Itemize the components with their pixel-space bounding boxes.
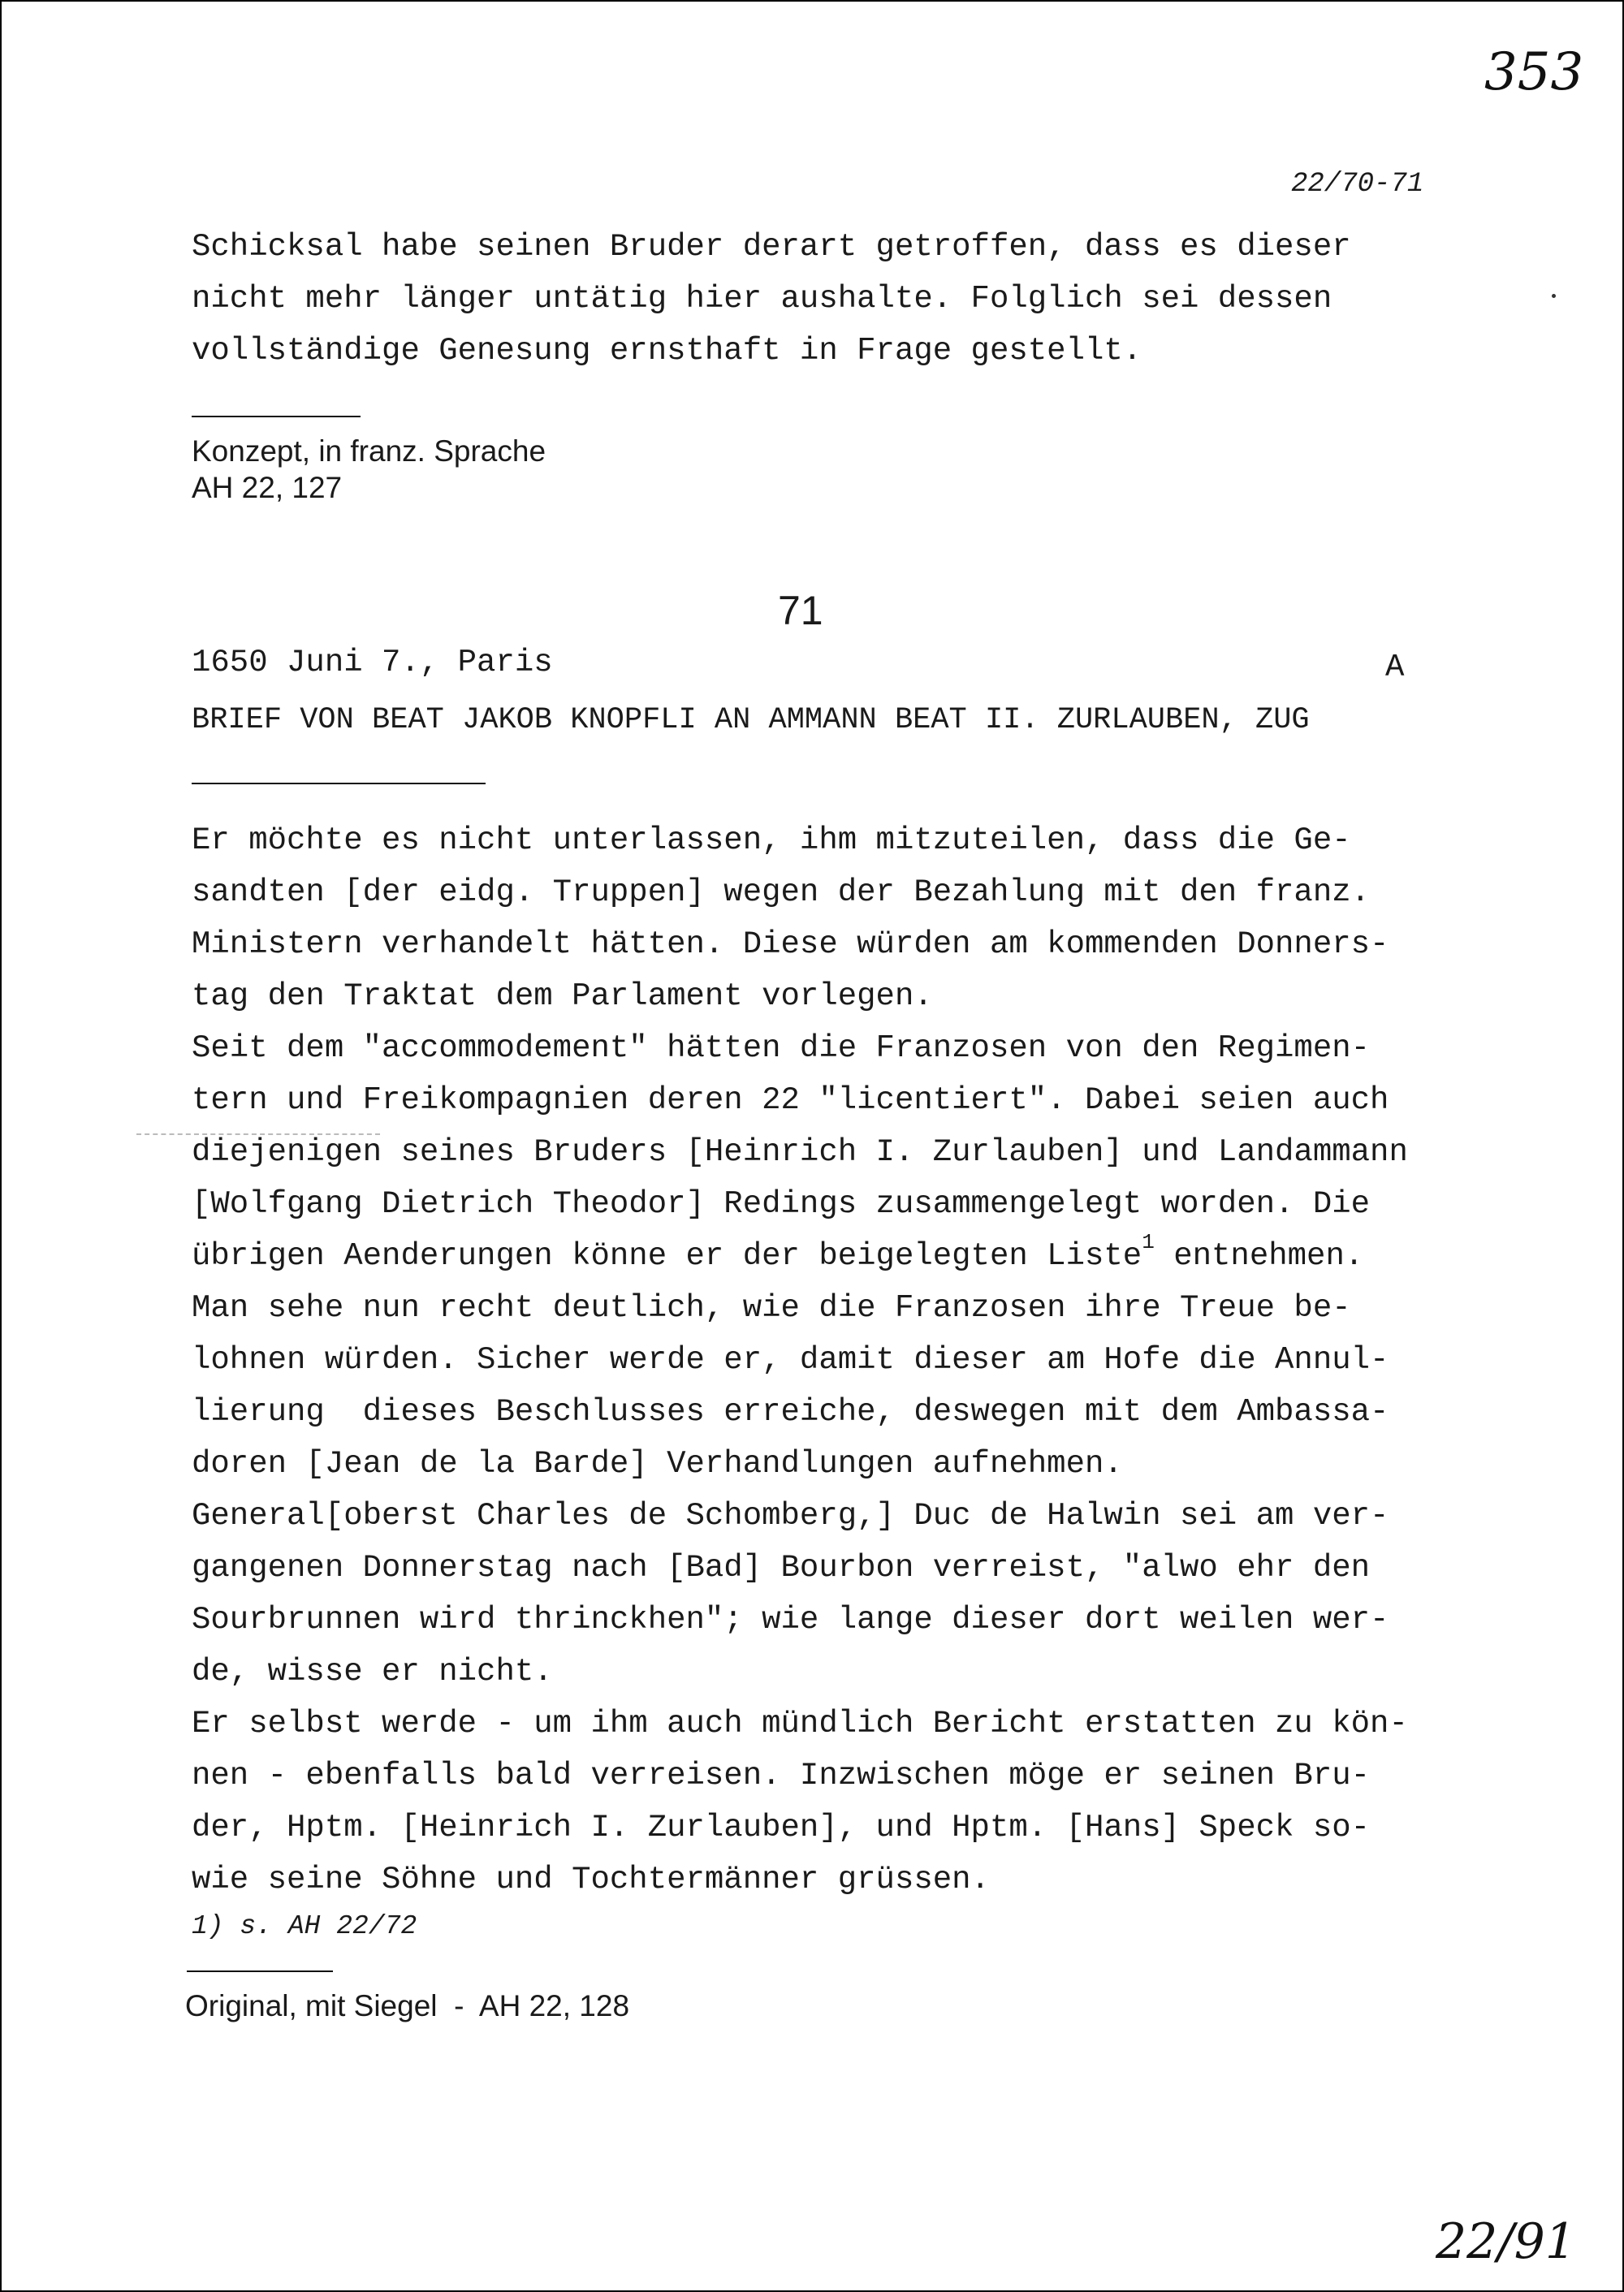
entry-marker: A [1385,650,1405,685]
body-line-2: sandten [der eidg. Truppen] wegen der Bezahlung mit den franz. [192,874,1371,910]
handwritten-bottom-number: 22/91 [1436,2213,1576,2270]
body-line-1: Er möchte es nicht unterlassen, ihm mitzuteilen, dass die Ge- [192,822,1351,858]
body-line-13: doren [Jean de la Barde] Verhandlungen aufnehmen. [192,1446,1123,1482]
reference-number: 22/70-71 [1291,169,1424,200]
body-line-9 [192,1230,1364,1274]
body-line-19: nen - ebenfalls bald verreisen. Inzwischen möge er seinen Bru- [192,1758,1371,1793]
body-line-9-end: entnehmen. [1154,1238,1364,1274]
body-line-3: Ministern verhandelt hätten. Diese würden am kommenden Donners- [192,926,1389,962]
divider-source [187,1970,333,1972]
entry-number: 71 [778,588,823,633]
entry-heading: BRIEF VON BEAT JAKOB KNOPFLI AN AMMANN BEAT II. ZURLAUBEN, ZUG [192,703,1310,737]
body-line-7: diejenigen seines Bruders [Heinrich I. Zurlauben] und Landammann [192,1134,1408,1170]
body-line-21: wie seine Söhne und Tochtermänner grüssen. [192,1862,990,1897]
footnote-mark: 1 [1142,1230,1155,1254]
body-line-4: tag den Traktat dem Parlament vorlegen. [192,978,933,1014]
prev-source-line-1: Konzept, in franz. Sprache [192,434,546,468]
body-line-20: der, Hptm. [Heinrich I. Zurlauben], und Hptm. [Hans] Speck so- [192,1810,1371,1845]
continued-line-3: vollständige Genesung ernsthaft in Frage gestellt. [192,333,1142,369]
body-line-17: de, wisse er nicht. [192,1654,553,1690]
handwritten-page-number: 353 [1484,42,1584,102]
body-line-18: Er selbst werde - um ihm auch mündlich Bericht erstatten zu kön- [192,1706,1408,1742]
body-line-16: Sourbrunnen wird thrinckhen"; wie lange dieser dort weilen wer- [192,1602,1389,1638]
entry-date-place: 1650 Juni 7., Paris [192,645,553,680]
body-line-10: Man sehe nun recht deutlich, wie die Franzosen ihre Treue be- [192,1290,1351,1326]
prev-source-line-2: AH 22, 127 [192,471,343,504]
body-line-8: [Wolfgang Dietrich Theodor] Redings zusammengelegt worden. Die [192,1186,1371,1222]
body-line-6: tern und Freikompagnien deren 22 "licentiert". Dabei seien auch [192,1082,1389,1118]
margin-mark [136,1133,380,1135]
footnote: 1) s. AH 22/72 [192,1911,417,1941]
body-line-11: lohnen würden. Sicher werde er, damit dieser am Hofe die Annul- [192,1342,1389,1378]
body-line-9-text: übrigen Aenderungen könne er der beigelegten Liste [192,1238,1142,1274]
continued-line-1: Schicksal habe seinen Bruder derart getroffen, dass es dieser [192,229,1351,265]
divider-prev [192,416,361,417]
margin-dot [1552,294,1556,298]
divider-heading [192,783,486,784]
source-line: Original, mit Siegel - AH 22, 128 [185,1989,630,2022]
body-line-12: lierung dieses Beschlusses erreiche, deswegen mit dem Ambassa- [192,1394,1389,1430]
continued-line-2: nicht mehr länger untätig hier aushalte. Folglich sei dessen [192,281,1332,317]
body-line-5: Seit dem "accommodement" hätten die Franzosen von den Regimen- [192,1030,1371,1066]
body-line-14: General[oberst Charles de Schomberg,] Duc de Halwin sei am ver- [192,1498,1389,1534]
body-line-15: gangenen Donnerstag nach [Bad] Bourbon verreist, "alwo ehr den [192,1550,1371,1586]
